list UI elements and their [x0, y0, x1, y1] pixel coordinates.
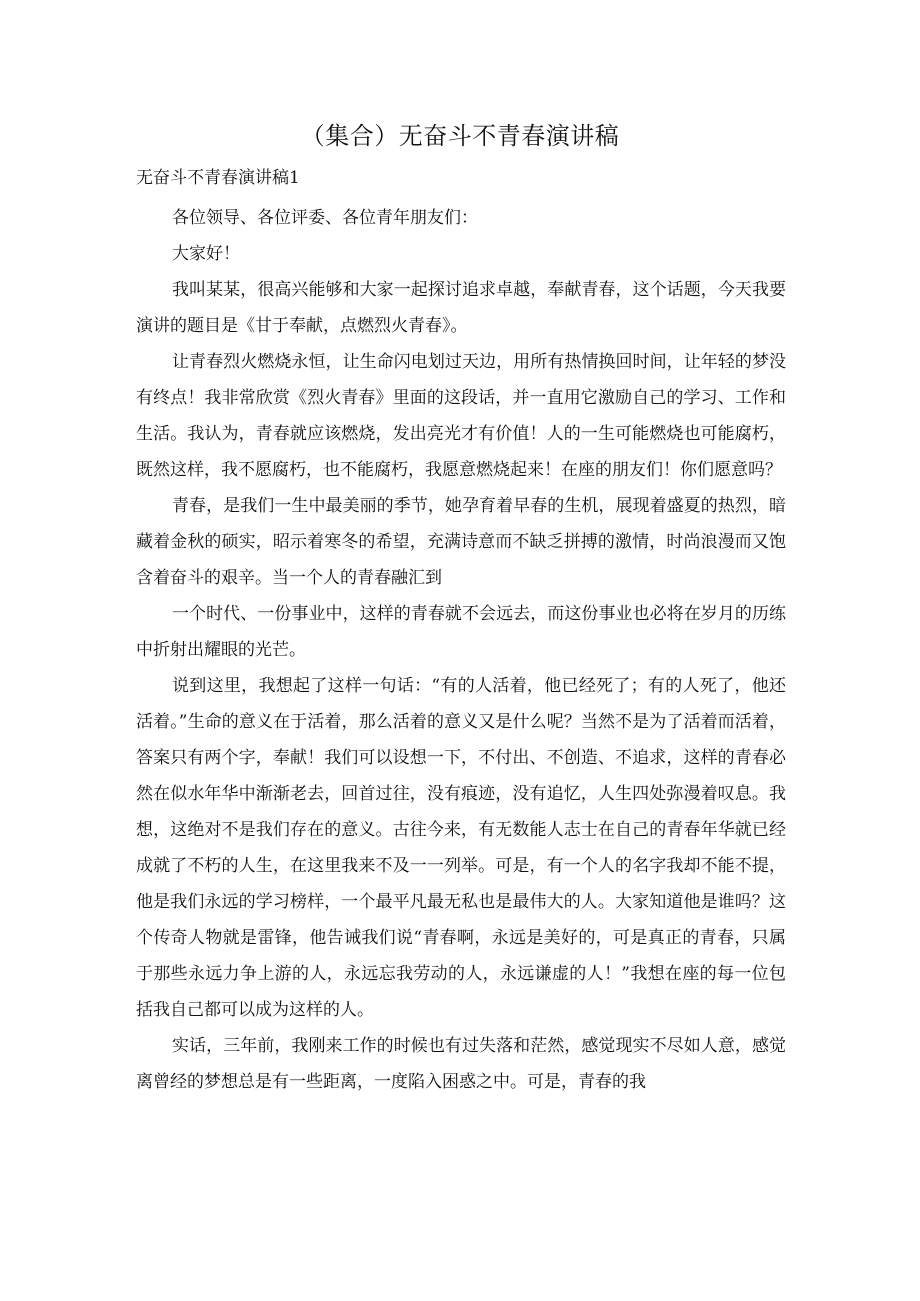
document-title: （集合）无奋斗不青春演讲稿 [300, 122, 620, 150]
paragraph-meaning-of-life: 说到这里，我想起了这样一句话：“有的人活着，他已经死了；有的人死了，他还活着。”生命的意义在于活着，那么活着的意义又是什么呢？当然不是为了活着而活着，答案只有两个字，奉献！我们可以设想一下，不付出、不创造、不追求，这样的青春必然在似水年华中渐渐老去，回首过往，没有痕迹，没有追忆，人生四处弥漫着叹息。我想，这绝对不是我们存在的意义。古往今来，有无数能人志士在自己的青春年华就已经成就了不朽的人生，在这里我来不及一一列举。可是，有一个人的名字我却不能不提，他是我们永远的学习榜样，一个最平凡最无私也是最伟大的人。大家知道他是谁吗？这个传奇人物就是雷锋，他告诫我们说“青春啊，永远是美好的，可是真正的青春，只属于那些永远力争上游的人，永远忘我劳动的人，永远谦虚的人！”我想在座的每一位包括我自己都可以成为这样的人。 [136, 676, 786, 1020]
paragraph-introduction: 我叫某某，很高兴能够和大家一起探讨追求卓越，奉献青春，这个话题，今天我要演讲的题目是《甘于奉献，点燃烈火青春》。 [136, 280, 786, 336]
paragraph-youth-season: 青春，是我们一生中最美丽的季节，她孕育着早春的生机，展现着盛夏的热烈，暗藏着金秋的硕实，昭示着寒冬的希望，充满诗意而不缺乏拼搏的激情，时尚浪漫而又饱含着奋斗的艰辛。当一个人的青春融汇到 [136, 496, 786, 588]
paragraph-greeting: 大家好！ [172, 244, 240, 264]
paragraph-three-years-ago: 实话，三年前，我刚来工作的时候也有过失落和茫然，感觉现实不尽如人意，感觉离曾经的梦想总是有一些距离，一度陷入困惑之中。可是，青春的我 [136, 1036, 786, 1092]
document-subtitle: 无奋斗不青春演讲稿1 [136, 168, 300, 188]
document-body [136, 200, 786, 1100]
paragraph-burning-youth: 让青春烈火燃烧永恒，让生命闪电划过天边，用所有热情换回时间，让年轻的梦没有终点！我非常欣赏《烈火青春》里面的这段话，并一直用它激励自己的学习、工作和生活。我认为，青春就应该燃烧，发出亮光才有价值！人的一生可能燃烧也可能腐朽，既然这样，我不愿腐朽，也不能腐朽，我愿意燃烧起来！在座的朋友们！你们愿意吗？ [136, 352, 786, 480]
paragraph-era-career: 一个时代、一份事业中，这样的青春就不会远去，而这份事业也必将在岁月的历练中折射出耀眼的光芒。 [136, 604, 786, 660]
paragraph-salutation: 各位领导、各位评委、各位青年朋友们： [172, 208, 478, 228]
